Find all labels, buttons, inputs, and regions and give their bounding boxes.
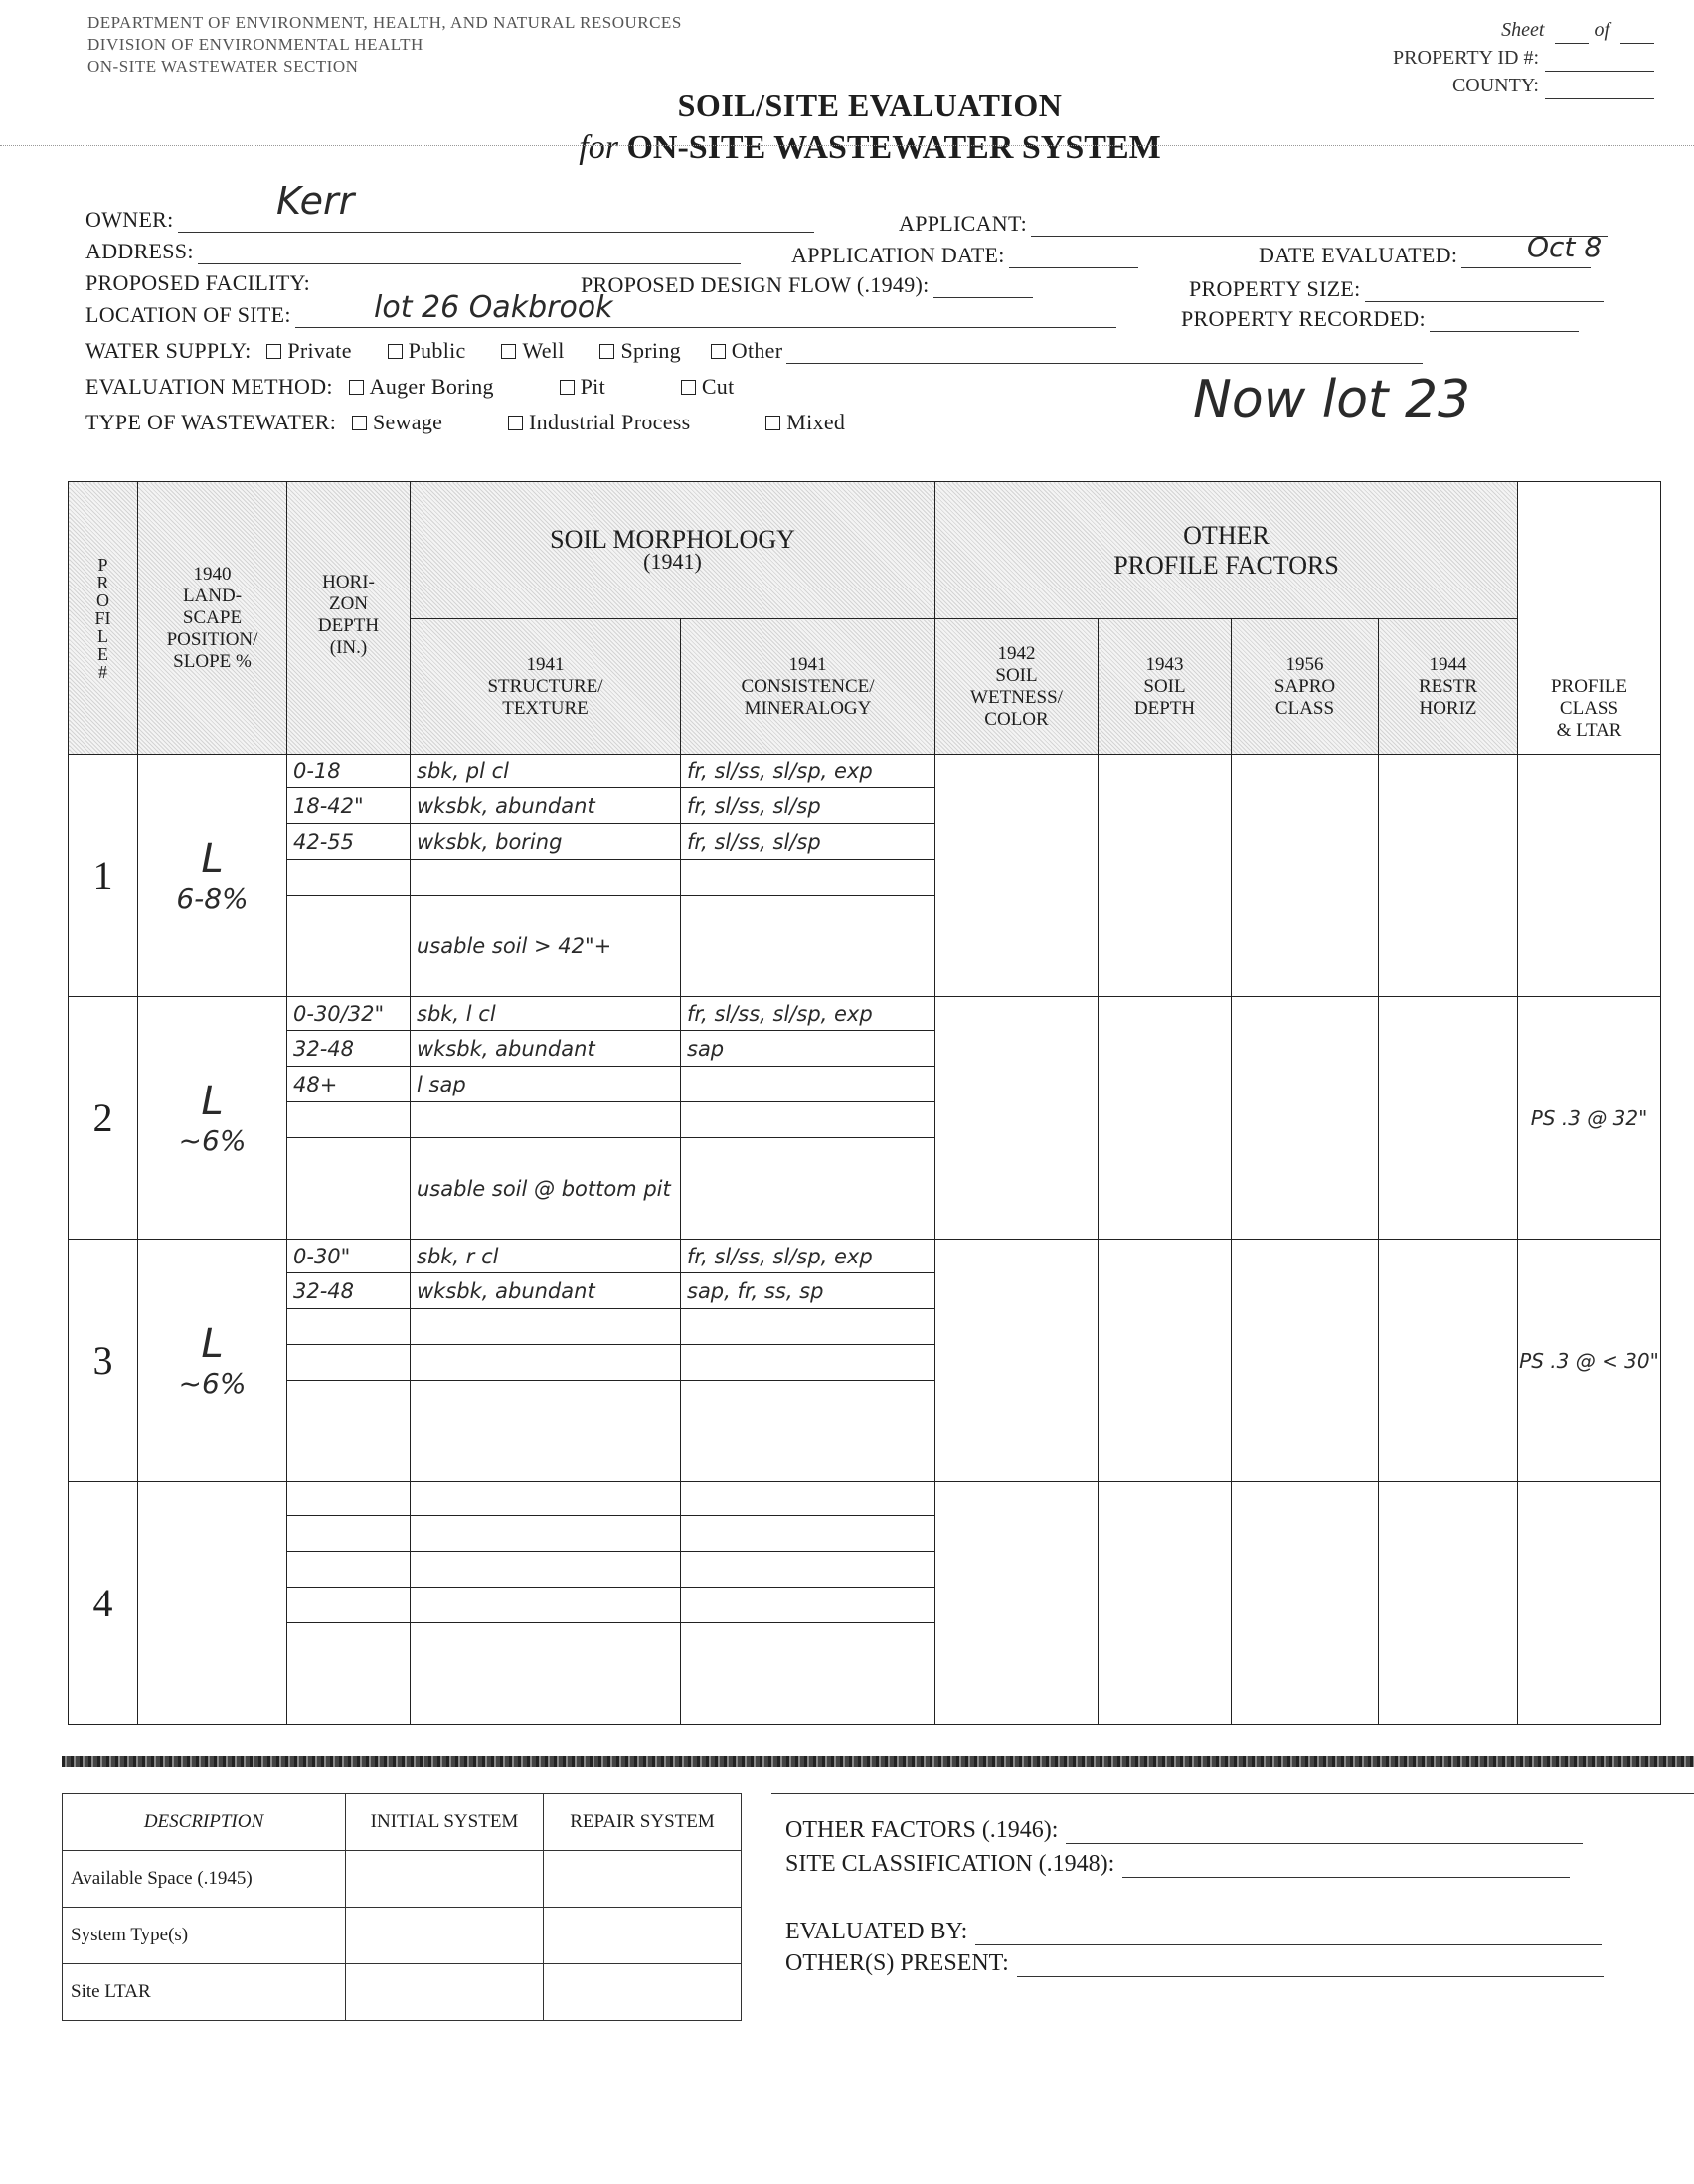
available-space-initial[interactable] <box>346 1851 544 1908</box>
horizon-consistence-cell[interactable]: fr, sl/ss, sl/sp, exp <box>681 997 935 1031</box>
date-evaluated-label: DATE EVALUATED: <box>1259 243 1458 267</box>
profile-subrow <box>69 997 1661 1031</box>
wetness-cell[interactable] <box>935 1240 1099 1482</box>
restr-cell[interactable] <box>1379 1240 1518 1482</box>
restr-cell[interactable] <box>1379 755 1518 997</box>
horizon-structure-cell[interactable]: l sap <box>411 1067 681 1102</box>
water-supply-row <box>85 338 1423 364</box>
horizon-depth-cell[interactable]: 32-48 <box>287 1031 411 1067</box>
horizon-consistence-cell[interactable] <box>681 1381 935 1482</box>
water-other-field[interactable] <box>786 343 1423 364</box>
wastewater-type-label: TYPE OF WASTEWATER: <box>85 410 337 434</box>
form-title: SOIL/SITE EVALUATION <box>677 87 1063 123</box>
water-supply-label: WATER SUPPLY: <box>85 338 252 363</box>
horizon-consistence-cell[interactable]: fr, sl/ss, sl/sp <box>681 788 935 824</box>
consistence-mineralogy-header: 1941 CONSISTENCE/ MINERALOGY <box>681 619 935 755</box>
agency-line1: DEPARTMENT OF ENVIRONMENT, HEALTH, AND NATURAL RESOURCES <box>87 13 682 32</box>
water-other-checkbox[interactable]: Other <box>701 338 783 363</box>
other-factors-field[interactable] <box>785 1817 1583 1844</box>
landscape-position: L <box>201 1079 224 1124</box>
horizon-structure-cell[interactable] <box>411 860 681 896</box>
horizon-structure-cell[interactable] <box>411 1482 681 1516</box>
horizon-structure-cell[interactable]: usable soil @ bottom pit <box>411 1138 681 1240</box>
profile-number: 4 <box>69 1482 138 1725</box>
sapro-cell[interactable] <box>1232 1482 1379 1725</box>
system-summary-table <box>62 1793 742 2021</box>
subtitle-for: for <box>579 129 618 166</box>
horizon-consistence-cell[interactable] <box>681 1345 935 1381</box>
design-flow-label: PROPOSED DESIGN FLOW (.1949): <box>581 272 930 297</box>
profile-class-cell[interactable]: PS .3 @ 32" <box>1518 997 1661 1240</box>
wetness-cell[interactable] <box>935 997 1099 1240</box>
horizon-depth-cell[interactable]: 32-48 <box>287 1273 411 1309</box>
other-profile-factors-header: OTHER PROFILE FACTORS <box>935 482 1518 619</box>
location-value: lot 26 Oakbrook <box>374 290 613 325</box>
handwritten-note: Now lot 23 <box>1193 370 1471 429</box>
property-id-label: PROPERTY ID #: <box>1393 47 1539 69</box>
application-date-field[interactable] <box>791 243 1138 268</box>
proposed-facility-field[interactable] <box>85 270 310 296</box>
wetness-cell[interactable] <box>935 755 1099 997</box>
profile-number: 3 <box>69 1240 138 1482</box>
horizon-consistence-cell[interactable] <box>681 1552 935 1588</box>
profile-class-cell[interactable]: PS .3 @ < 30" <box>1518 1240 1661 1482</box>
design-flow-field[interactable] <box>581 272 1033 298</box>
profile-header: PROFILE # <box>69 482 138 755</box>
available-space-label: Available Space (.1945) <box>63 1851 346 1908</box>
wastewater-type-row <box>85 410 845 435</box>
agency-line2: DIVISION OF ENVIRONMENTAL HEALTH <box>87 35 424 54</box>
horizon-consistence-cell[interactable] <box>681 1516 935 1552</box>
horizon-consistence-cell[interactable]: sap, fr, ss, sp <box>681 1273 935 1309</box>
horizon-depth-cell[interactable] <box>287 1623 411 1725</box>
horizon-structure-cell[interactable] <box>411 1381 681 1482</box>
horizon-depth-header: HORI- ZON DEPTH (IN.) <box>287 482 411 755</box>
landscape-slope-cell[interactable] <box>138 997 287 1240</box>
profile-class-cell[interactable] <box>1518 755 1661 997</box>
landscape-slope-cell[interactable] <box>138 1482 287 1725</box>
horizon-depth-cell[interactable]: 0-18 <box>287 755 411 788</box>
horizon-structure-cell[interactable] <box>411 1516 681 1552</box>
restr-cell[interactable] <box>1379 1482 1518 1725</box>
description-header: DESCRIPTION <box>63 1794 346 1851</box>
horizon-depth-cell[interactable]: 42-55 <box>287 824 411 860</box>
date-evaluated-value: Oct 8 <box>1527 231 1603 263</box>
horizon-depth-cell[interactable]: 0-30" <box>287 1240 411 1273</box>
horizon-depth-cell[interactable] <box>287 1516 411 1552</box>
address-field[interactable] <box>85 239 741 264</box>
horizon-structure-cell[interactable]: sbk, l cl <box>411 997 681 1031</box>
slope-percent: ~6% <box>178 1124 247 1157</box>
sapro-class-header: 1956 SAPRO CLASS <box>1232 619 1379 755</box>
proposed-facility-label: PROPOSED FACILITY: <box>85 270 311 295</box>
sheet-num-field[interactable] <box>1555 25 1589 44</box>
soil-depth-cell[interactable] <box>1099 1482 1232 1725</box>
horizon-depth-cell[interactable] <box>287 1588 411 1623</box>
available-space-repair[interactable] <box>544 1851 742 1908</box>
wastewater-sewage-checkbox[interactable]: Sewage <box>342 410 442 434</box>
owner-field[interactable] <box>85 207 814 233</box>
horizon-consistence-cell[interactable] <box>681 1309 935 1345</box>
soil-wetness-header: 1942 SOIL WETNESS/ COLOR <box>935 619 1099 755</box>
property-recorded-label: PROPERTY RECORDED: <box>1181 306 1426 331</box>
form-subtitle <box>0 129 1694 167</box>
horizon-consistence-cell[interactable] <box>681 1588 935 1623</box>
sapro-cell[interactable] <box>1232 755 1379 997</box>
horizon-depth-cell[interactable]: 0-30/32" <box>287 997 411 1031</box>
slope-percent: 6-8% <box>176 882 249 915</box>
address-label: ADDRESS: <box>85 239 194 263</box>
profile-number: 2 <box>69 997 138 1240</box>
others-present-label: OTHER(S) PRESENT: <box>785 1950 1009 1976</box>
horizon-depth-cell[interactable]: 18-42" <box>287 788 411 824</box>
horizon-consistence-cell[interactable]: fr, sl/ss, sl/sp, exp <box>681 755 935 788</box>
other-factors-label: OTHER FACTORS (.1946): <box>785 1817 1059 1843</box>
water-private-checkbox[interactable]: Private <box>256 338 351 363</box>
evaluation-method-row <box>85 374 735 400</box>
evaluated-by-label: EVALUATED BY: <box>785 1919 968 1944</box>
subtitle-main: ON-SITE WASTEWATER SYSTEM <box>626 129 1161 166</box>
dotted-divider <box>0 145 1694 146</box>
others-present-field[interactable] <box>785 1950 1604 1977</box>
evaluated-by-field[interactable] <box>785 1919 1602 1945</box>
site-classification-field[interactable] <box>785 1851 1570 1878</box>
owner-value: Kerr <box>276 179 355 223</box>
restr-cell[interactable] <box>1379 997 1518 1240</box>
horizon-consistence-cell[interactable] <box>681 860 935 896</box>
horizon-structure-cell[interactable]: wksbk, abundant <box>411 1031 681 1067</box>
profile-class-cell[interactable] <box>1518 1482 1661 1725</box>
horizon-structure-cell[interactable] <box>411 1588 681 1623</box>
eval-pit-checkbox[interactable]: Pit <box>550 374 605 399</box>
horizon-consistence-cell[interactable] <box>681 1482 935 1516</box>
landscape-slope-cell[interactable] <box>138 1240 287 1482</box>
profile-rows <box>69 755 1661 1725</box>
county-label: COUNTY: <box>1451 75 1539 96</box>
sheet-total-field[interactable] <box>1620 25 1654 44</box>
property-recorded-field[interactable] <box>1181 306 1579 332</box>
slope-percent: ~6% <box>178 1367 247 1400</box>
wastewater-mixed-checkbox[interactable]: Mixed <box>756 410 845 434</box>
applicant-label: APPLICANT: <box>899 211 1028 236</box>
soil-depth-cell[interactable] <box>1099 1240 1232 1482</box>
property-size-label: PROPERTY SIZE: <box>1189 276 1361 301</box>
profile-subrow <box>69 755 1661 788</box>
horizon-depth-cell[interactable] <box>287 1552 411 1588</box>
horizon-consistence-cell[interactable]: sap <box>681 1031 935 1067</box>
water-spring-checkbox[interactable]: Spring <box>590 338 680 363</box>
horizon-consistence-cell[interactable]: fr, sl/ss, sl/sp <box>681 824 935 860</box>
site-ltar-initial[interactable] <box>346 1964 544 2021</box>
site-ltar-repair[interactable] <box>544 1964 742 2021</box>
horizon-depth-cell[interactable] <box>287 1381 411 1482</box>
of-label: of <box>1594 19 1609 41</box>
system-type-label: System Type(s) <box>63 1908 346 1964</box>
scan-border-strip <box>62 1756 1694 1767</box>
landscape-header: 1940 LAND- SCAPE POSITION/ SLOPE % <box>138 482 287 755</box>
owner-label: OWNER: <box>85 207 174 232</box>
horizon-structure-cell[interactable]: wksbk, abundant <box>411 1273 681 1309</box>
evaluation-method-label: EVALUATION METHOD: <box>85 374 333 399</box>
landscape-slope-cell[interactable] <box>138 755 287 997</box>
horizon-depth-cell[interactable] <box>287 1102 411 1138</box>
system-type-initial[interactable] <box>346 1908 544 1964</box>
horizon-depth-cell[interactable] <box>287 1482 411 1516</box>
eval-auger-checkbox[interactable]: Auger Boring <box>339 374 494 399</box>
restr-horiz-header: 1944 RESTR HORIZ <box>1379 619 1518 755</box>
soil-morphology-header: SOIL MORPHOLOGY (1941) <box>411 482 935 619</box>
repair-system-header: REPAIR SYSTEM <box>544 1794 742 1851</box>
site-ltar-label: Site LTAR <box>63 1964 346 2021</box>
horizon-consistence-cell[interactable] <box>681 1623 935 1725</box>
water-public-checkbox[interactable]: Public <box>378 338 466 363</box>
sapro-cell[interactable] <box>1232 1240 1379 1482</box>
profile-subrow <box>69 1240 1661 1273</box>
application-date-label: APPLICATION DATE: <box>791 243 1005 267</box>
horizon-depth-cell[interactable]: 48+ <box>287 1067 411 1102</box>
horizon-depth-cell[interactable] <box>287 1309 411 1345</box>
landscape-position: L <box>201 1321 224 1367</box>
applicant-field[interactable] <box>899 211 1608 237</box>
sapro-cell[interactable] <box>1232 997 1379 1240</box>
profile-number: 1 <box>69 755 138 997</box>
horizon-depth-cell[interactable] <box>287 1138 411 1240</box>
horizon-structure-cell[interactable] <box>411 1552 681 1588</box>
eval-cut-checkbox[interactable]: Cut <box>671 374 735 399</box>
horizon-depth-cell[interactable] <box>287 860 411 896</box>
horizon-structure-cell[interactable]: wksbk, boring <box>411 824 681 860</box>
site-classification-label: SITE CLASSIFICATION (.1948): <box>785 1851 1115 1877</box>
water-well-checkbox[interactable]: Well <box>491 338 564 363</box>
wetness-cell[interactable] <box>935 1482 1099 1725</box>
horizon-consistence-cell[interactable] <box>681 1102 935 1138</box>
structure-texture-header: 1941 STRUCTURE/ TEXTURE <box>411 619 681 755</box>
profile-subrow <box>69 1482 1661 1516</box>
property-id-field[interactable] <box>1545 53 1654 72</box>
property-size-field[interactable] <box>1189 276 1604 302</box>
soil-depth-header: 1943 SOIL DEPTH <box>1099 619 1232 755</box>
horizon-structure-cell[interactable]: sbk, r cl <box>411 1240 681 1273</box>
location-label: LOCATION OF SITE: <box>85 302 291 327</box>
horizon-consistence-cell[interactable]: fr, sl/ss, sl/sp, exp <box>681 1240 935 1273</box>
soil-depth-cell[interactable] <box>1099 755 1232 997</box>
soil-profile-table <box>68 481 1661 1725</box>
soil-depth-cell[interactable] <box>1099 997 1232 1240</box>
landscape-position: L <box>201 836 224 882</box>
horizon-structure-cell[interactable]: sbk, pl cl <box>411 755 681 788</box>
wastewater-industrial-checkbox[interactable]: Industrial Process <box>498 410 690 434</box>
system-type-repair[interactable] <box>544 1908 742 1964</box>
horizon-structure-cell[interactable]: wksbk, abundant <box>411 788 681 824</box>
horizon-consistence-cell[interactable] <box>681 1067 935 1102</box>
sheet-label: Sheet <box>1501 19 1545 41</box>
horizon-depth-cell[interactable] <box>287 1345 411 1381</box>
initial-system-header: INITIAL SYSTEM <box>346 1794 544 1851</box>
horizon-consistence-cell[interactable] <box>681 1138 935 1240</box>
horizon-structure-cell[interactable] <box>411 1345 681 1381</box>
agency-header <box>87 12 682 78</box>
horizon-structure-cell[interactable] <box>411 1102 681 1138</box>
horizon-structure-cell[interactable] <box>411 1309 681 1345</box>
horizon-structure-cell[interactable]: usable soil > 42"+ <box>411 896 681 997</box>
agency-line3: ON-SITE WASTEWATER SECTION <box>87 57 359 76</box>
horizon-depth-cell[interactable] <box>287 896 411 997</box>
profile-class-header: PROFILE CLASS & LTAR <box>1518 482 1661 755</box>
horizon-structure-cell[interactable] <box>411 1623 681 1725</box>
horizon-consistence-cell[interactable] <box>681 896 935 997</box>
